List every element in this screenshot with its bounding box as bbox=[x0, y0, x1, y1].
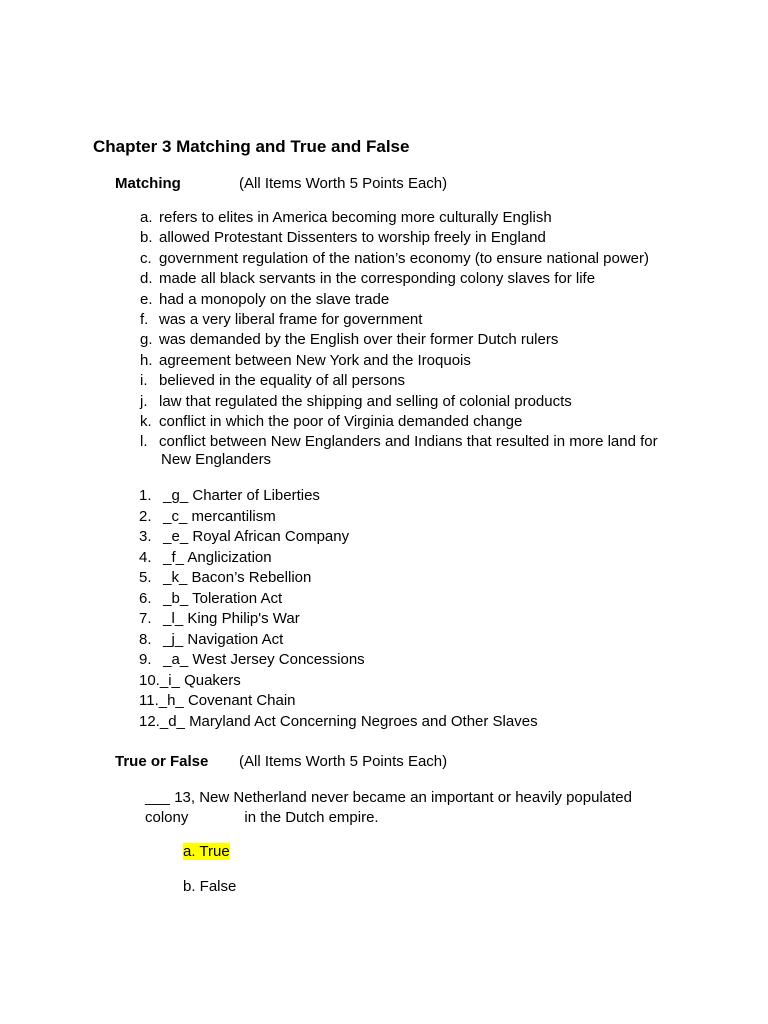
choice-label: b. False bbox=[183, 878, 237, 895]
choice-true bbox=[183, 843, 230, 861]
question-13 bbox=[145, 788, 705, 827]
item-answer: _f_ bbox=[163, 548, 185, 566]
item-number: 11. bbox=[139, 692, 159, 709]
choice-label-highlighted: a. True bbox=[183, 843, 230, 860]
definition-item bbox=[140, 351, 740, 371]
item-number: 9. bbox=[139, 651, 152, 668]
definition-item bbox=[140, 269, 740, 289]
definition-list bbox=[140, 208, 740, 469]
item-number: 12. bbox=[139, 712, 160, 730]
question-text-part: in the Dutch empire. bbox=[244, 808, 379, 826]
definition-letter: c. bbox=[140, 249, 152, 267]
item-answer: _h_ bbox=[158, 692, 184, 709]
item-term: West Jersey Concessions bbox=[192, 651, 365, 668]
definition-text: was a very liberal frame for government bbox=[159, 310, 423, 328]
definition-item bbox=[140, 290, 740, 310]
question-text-part: colony bbox=[145, 808, 189, 826]
item-answer: _a_ bbox=[163, 651, 189, 668]
item-term: Covenant Chain bbox=[187, 692, 296, 709]
definition-text: conflict in which the poor of Virginia demanded change bbox=[159, 412, 523, 430]
definition-text: refers to elites in America becoming more culturally English bbox=[159, 209, 552, 226]
matching-item bbox=[139, 712, 739, 733]
definition-item bbox=[140, 371, 740, 391]
item-term: Maryland Act Concerning Negroes and Other Slaves bbox=[189, 712, 538, 730]
matching-item bbox=[139, 691, 739, 712]
definition-letter: j. bbox=[140, 392, 148, 410]
matching-item bbox=[139, 568, 739, 589]
definition-text: agreement between New York and the Iroquois bbox=[159, 351, 471, 369]
item-number: 10. bbox=[139, 671, 160, 689]
item-number: 5. bbox=[139, 569, 152, 586]
item-answer: _c_ bbox=[163, 507, 188, 525]
matching-item bbox=[139, 650, 739, 671]
item-answer: _g_ bbox=[163, 487, 189, 504]
item-term: King Philip's War bbox=[187, 610, 300, 627]
item-term: Quakers bbox=[184, 671, 241, 689]
item-term: mercantilism bbox=[191, 507, 276, 525]
choice-false bbox=[183, 878, 236, 896]
definition-letter: b. bbox=[140, 229, 153, 247]
item-term: Charter of Liberties bbox=[192, 487, 320, 504]
definition-item bbox=[140, 432, 740, 469]
definition-text: made all black servants in the corresponding colony slaves for life bbox=[159, 270, 596, 288]
definition-item bbox=[140, 392, 740, 412]
matching-item bbox=[139, 609, 739, 630]
definition-text: conflict between New Englanders and Indians that resulted in more land for bbox=[159, 433, 658, 451]
definition-letter: g. bbox=[140, 331, 153, 349]
item-number: 1. bbox=[139, 487, 152, 504]
definition-text: allowed Protestant Dissenters to worship freely in England bbox=[159, 229, 546, 247]
definition-item bbox=[140, 249, 740, 269]
definition-text: had a monopoly on the slave trade bbox=[159, 290, 390, 308]
definition-letter: a. bbox=[140, 209, 153, 226]
matching-item bbox=[139, 630, 739, 651]
definition-letter: l. bbox=[140, 433, 148, 451]
matching-heading-row bbox=[115, 175, 447, 192]
matching-item bbox=[139, 548, 739, 569]
item-answer: _i_ bbox=[159, 671, 180, 689]
matching-heading: Matching bbox=[115, 175, 181, 192]
true-false-heading-row bbox=[115, 753, 447, 770]
item-number: 2. bbox=[139, 507, 152, 525]
item-answer: _j_ bbox=[163, 630, 184, 648]
item-number: 8. bbox=[139, 630, 152, 648]
definition-text: believed in the equality of all persons bbox=[159, 372, 405, 390]
definition-text: was demanded by the English over their former Dutch rulers bbox=[159, 331, 559, 349]
item-number: 3. bbox=[139, 528, 152, 545]
definition-item bbox=[140, 310, 740, 330]
matching-answer-list bbox=[139, 486, 739, 732]
definition-text: law that regulated the shipping and selling of colonial products bbox=[159, 392, 572, 410]
true-false-heading: True or False bbox=[115, 753, 209, 770]
item-answer: _k_ bbox=[163, 569, 188, 586]
item-term: Anglicization bbox=[187, 548, 272, 566]
question-text-line bbox=[145, 808, 705, 828]
definition-item bbox=[140, 330, 740, 350]
definition-letter: h. bbox=[140, 351, 153, 369]
question-text-line: ___ 13, New Netherland never became an important or heavily populated bbox=[145, 789, 632, 806]
definition-letter: d. bbox=[140, 270, 153, 288]
true-false-points-note: (All Items Worth 5 Points Each) bbox=[239, 753, 448, 770]
item-term: Navigation Act bbox=[187, 630, 284, 648]
definition-item bbox=[140, 228, 740, 248]
matching-item bbox=[139, 507, 739, 528]
item-number: 6. bbox=[139, 589, 152, 607]
definition-letter: f. bbox=[140, 310, 149, 328]
definition-text: government regulation of the nation’s economy (to ensure national power) bbox=[159, 249, 650, 267]
item-term: Bacon’s Rebellion bbox=[191, 569, 312, 586]
matching-points-note: (All Items Worth 5 Points Each) bbox=[239, 175, 448, 192]
definition-letter: e. bbox=[140, 290, 153, 308]
definition-item bbox=[140, 412, 740, 432]
item-answer: _d_ bbox=[159, 712, 185, 730]
item-number: 4. bbox=[139, 548, 152, 566]
item-answer: _l_ bbox=[163, 610, 184, 627]
item-number: 7. bbox=[139, 610, 152, 627]
item-answer: _e_ bbox=[163, 528, 189, 545]
definition-item bbox=[140, 208, 740, 228]
item-term: Royal African Company bbox=[192, 528, 350, 545]
item-answer: _b_ bbox=[163, 589, 189, 607]
matching-item bbox=[139, 589, 739, 610]
page-title: Chapter 3 Matching and True and False bbox=[93, 137, 410, 156]
matching-item bbox=[139, 671, 739, 692]
definition-letter: k. bbox=[140, 412, 152, 430]
matching-item bbox=[139, 486, 739, 507]
definition-text-continuation: New Englanders bbox=[161, 451, 272, 469]
item-term: Toleration Act bbox=[192, 589, 283, 607]
matching-item bbox=[139, 527, 739, 548]
definition-letter: i. bbox=[140, 372, 148, 390]
